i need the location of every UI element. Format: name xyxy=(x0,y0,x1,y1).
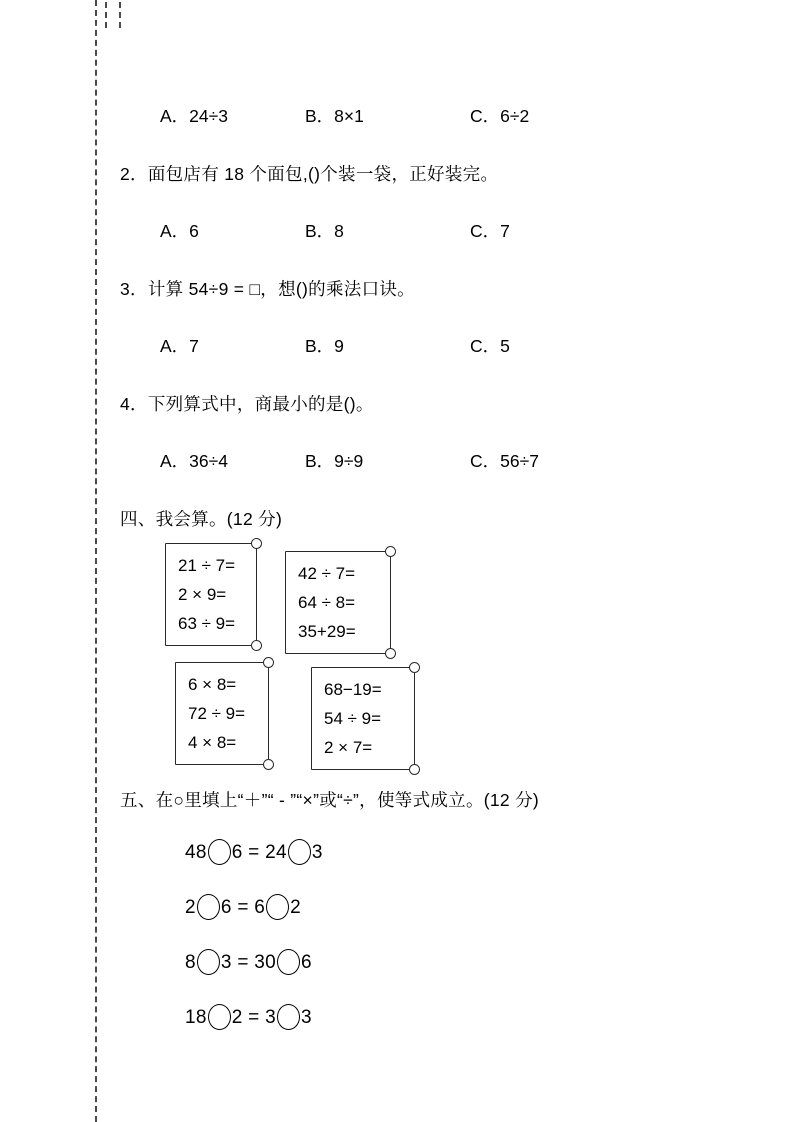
calc-scroll-4 xyxy=(311,667,415,770)
option-c: C．56÷7 xyxy=(470,451,539,471)
question4-options xyxy=(120,449,757,473)
top-dashed-mark xyxy=(105,2,107,28)
calc-line: 2 × 9= xyxy=(178,585,227,604)
option-b: B．8×1 xyxy=(305,106,364,126)
calc-line: 6 × 8= xyxy=(188,675,237,694)
equation-part: 18 xyxy=(185,1007,207,1028)
calc-line: 64 ÷ 8= xyxy=(298,593,356,612)
operator-circle xyxy=(288,839,311,865)
question4-text: 4．下列算式中，商最小的是()。 xyxy=(120,394,374,414)
equation-4 xyxy=(120,1003,757,1033)
question3-options xyxy=(120,334,757,358)
question1-options xyxy=(120,104,757,128)
equation-part: 3 = 30 xyxy=(220,952,277,973)
equation-part: 2 xyxy=(185,897,196,918)
operator-circle xyxy=(208,1004,231,1030)
question3-text: 3．计算 54÷9 = □，想()的乘法口诀。 xyxy=(120,279,415,299)
scroll-row-2 xyxy=(120,662,757,770)
calc-line: 21 ÷ 7= xyxy=(178,556,236,575)
calc-scroll-1 xyxy=(165,543,257,646)
operator-circle xyxy=(197,894,220,920)
equation-part: 48 xyxy=(185,842,207,863)
scroll-row-1 xyxy=(120,543,757,654)
operator-circle xyxy=(277,949,300,975)
question2-options xyxy=(120,219,757,243)
equation-part: 8 xyxy=(185,952,196,973)
calc-scroll-3 xyxy=(175,662,269,765)
equation-2 xyxy=(120,893,757,923)
equation-part: 6 = 24 xyxy=(231,842,287,863)
option-b: B．9 xyxy=(305,336,344,356)
calc-line: 68−19= xyxy=(324,680,382,699)
worksheet-content xyxy=(120,104,757,1058)
calc-line: 4 × 8= xyxy=(188,733,237,752)
calc-line: 63 ÷ 9= xyxy=(178,614,236,633)
calc-line: 54 ÷ 9= xyxy=(324,709,382,728)
equation-1 xyxy=(120,838,757,868)
option-a: A．6 xyxy=(160,221,199,241)
operator-circle xyxy=(266,894,289,920)
left-dashed-cut-line xyxy=(95,0,97,1122)
top-dashed-mark xyxy=(119,2,121,28)
equation-part: 2 xyxy=(290,897,302,918)
operator-circle xyxy=(197,949,220,975)
question2-text: 2．面包店有 18 个面包,()个装一袋，正好装完。 xyxy=(120,164,499,184)
option-a: A．7 xyxy=(160,336,199,356)
equation-part: 3 xyxy=(301,1007,312,1028)
operator-circle xyxy=(277,1004,300,1030)
calc-line: 42 ÷ 7= xyxy=(298,564,356,583)
option-a: A．36÷4 xyxy=(160,451,228,471)
option-b: B．8 xyxy=(305,221,344,241)
option-c: C．7 xyxy=(470,221,510,241)
calc-line: 35+29= xyxy=(298,622,356,641)
equation-part: 6 = 6 xyxy=(220,897,266,918)
section5-title: 五、在○里填上“＋”“ - ”“×”或“÷”，使等式成立。(12 分) xyxy=(120,790,540,810)
option-a: A．24÷3 xyxy=(160,106,228,126)
option-c: C．6÷2 xyxy=(470,106,530,126)
equation-part: 3 xyxy=(311,842,323,863)
equation-3 xyxy=(120,948,757,978)
calc-scroll-2 xyxy=(285,551,391,654)
equation-part: 6 xyxy=(301,952,312,973)
calc-line: 2 × 7= xyxy=(324,738,373,757)
operator-circle xyxy=(208,839,231,865)
option-c: C．5 xyxy=(470,336,510,356)
equation-part: 2 = 3 xyxy=(231,1007,277,1028)
calc-line: 72 ÷ 9= xyxy=(188,704,246,723)
option-b: B．9÷9 xyxy=(305,451,364,471)
section4-title: 四、我会算。(12 分) xyxy=(120,509,283,529)
